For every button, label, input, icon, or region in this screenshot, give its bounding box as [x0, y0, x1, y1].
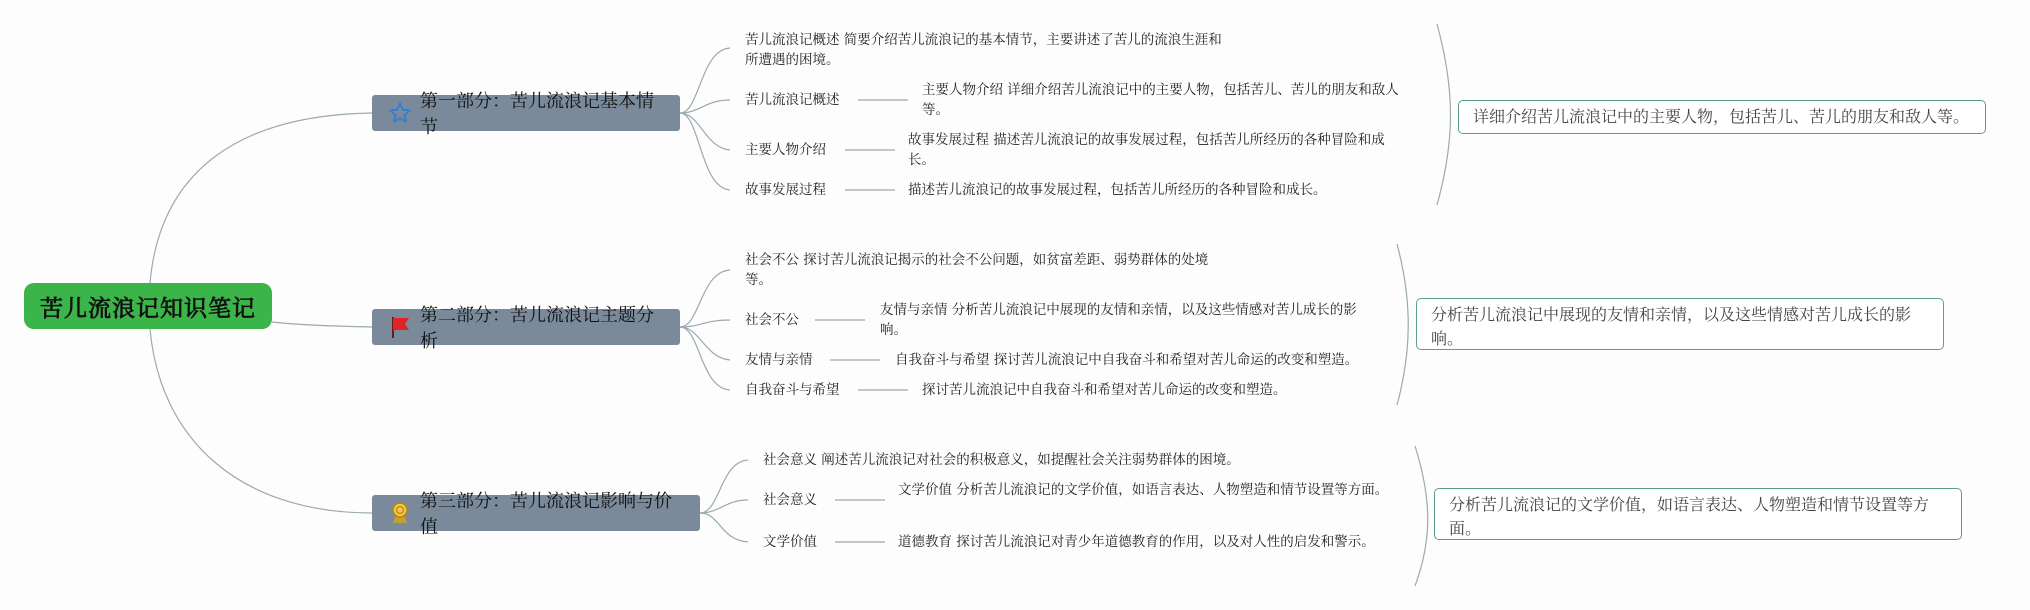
s1-summary: 详细介绍苦儿流浪记中的主要人物，包括苦儿、苦儿的朋友和敌人等。 — [1458, 100, 1986, 134]
s2-item-4-label: 自我奋斗与希望 — [745, 382, 840, 398]
s3-item-3-text: 道德教育 探讨苦儿流浪记对青少年道德教育的作用，以及对人性的启发和警示。 — [898, 534, 1375, 550]
s3-item-1-label: 社会意义 — [763, 452, 817, 468]
s1-item-1-label: 苦儿流浪记概述 — [745, 32, 840, 48]
section-1-title: 第一部分：苦儿流浪记基本情节 — [420, 91, 654, 138]
s3-item-2-text: 文学价值 分析苦儿流浪记的文学价值，如语言表达、人物塑造和情节设置等方面。 — [898, 482, 1389, 498]
s2-item-3-text: 自我奋斗与希望 探讨苦儿流浪记中自我奋斗和希望对苦儿命运的改变和塑造。 — [895, 352, 1359, 368]
red-flag-icon — [388, 315, 412, 339]
s1-item-4-text: 描述苦儿流浪记的故事发展过程，包括苦儿所经历的各种冒险和成长。 — [908, 182, 1327, 198]
s1-item-2-text: 主要人物介绍 详细介绍苦儿流浪记中的主要人物，包括苦儿、苦儿的朋友和敌人等。 — [922, 82, 1399, 118]
s3-summary: 分析苦儿流浪记的文学价值，如语言表达、人物塑造和情节设置等方面。 — [1434, 488, 1962, 540]
section-3-node[interactable] — [372, 491, 700, 538]
s2-item-1-label: 社会不公 — [745, 252, 799, 268]
s3-item-1 — [763, 450, 1240, 470]
s2-item-1-text: 探讨苦儿流浪记揭示的社会不公问题，如贫富差距、弱势群体的处境等。 — [745, 252, 1209, 288]
section-3-title: 第三部分：苦儿流浪记影响与价值 — [420, 491, 672, 538]
s2-item-1 — [745, 250, 1215, 290]
s2-item-3-label: 友情与亲情 — [745, 352, 813, 368]
s1-item-3-text: 故事发展过程 描述苦儿流浪记的故事发展过程，包括苦儿所经历的各种冒险和成长。 — [908, 132, 1385, 168]
s2-item-2-text: 友情与亲情 分析苦儿流浪记中展现的友情和亲情，以及这些情感对苦儿成长的影响。 — [880, 302, 1357, 338]
s2-item-4-text: 探讨苦儿流浪记中自我奋斗和希望对苦儿命运的改变和塑造。 — [922, 382, 1287, 398]
medal-icon — [388, 501, 412, 525]
s2-item-2-label: 社会不公 — [745, 312, 799, 328]
s1-item-2-label: 苦儿流浪记概述 — [745, 92, 840, 108]
s2-summary: 分析苦儿流浪记中展现的友情和亲情，以及这些情感对苦儿成长的影响。 — [1416, 298, 1944, 350]
section-1-node[interactable] — [372, 91, 680, 138]
s3-item-2-label: 社会意义 — [763, 492, 817, 508]
section-2-node[interactable] — [372, 305, 680, 352]
root-node[interactable]: 苦儿流浪记知识笔记 — [24, 283, 272, 329]
s1-item-4-label: 故事发展过程 — [745, 182, 826, 198]
section-2-title: 第二部分：苦儿流浪记主题分析 — [420, 305, 654, 352]
s1-item-1 — [745, 30, 1225, 70]
s3-item-3-label: 文学价值 — [763, 534, 817, 550]
s1-item-3-label: 主要人物介绍 — [745, 142, 826, 158]
s1-item-1-text: 简要介绍苦儿流浪记的基本情节，主要讲述了苦儿的流浪生涯和所遭遇的困境。 — [745, 32, 1222, 68]
star-icon — [388, 101, 412, 125]
s3-item-1-text: 阐述苦儿流浪记对社会的积极意义，如提醒社会关注弱势群体的困境。 — [821, 452, 1240, 468]
